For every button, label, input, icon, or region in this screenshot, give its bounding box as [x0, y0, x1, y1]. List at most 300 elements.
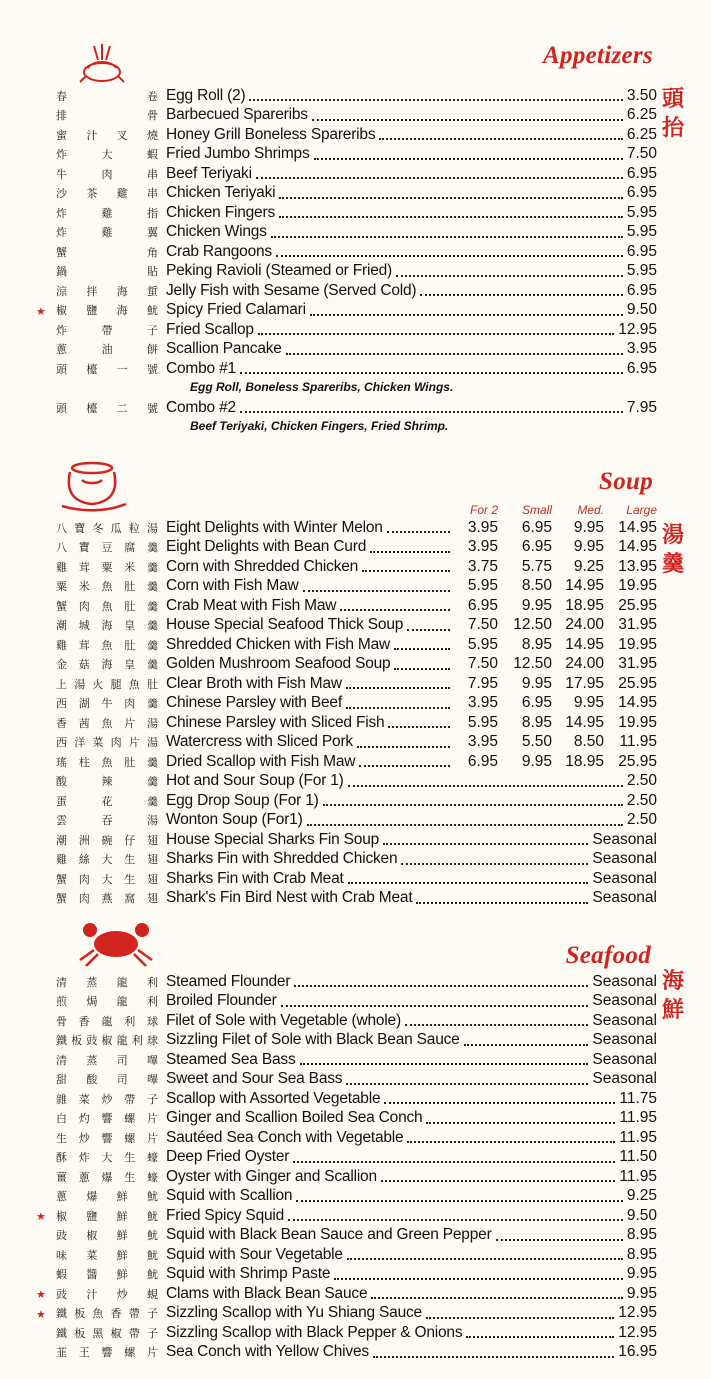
item-price: 5.95: [626, 223, 657, 241]
menu-item[interactable]: [0, 992, 711, 1012]
chinese-char: 炸: [56, 323, 67, 337]
chinese-name: [56, 107, 158, 123]
chinese-name: [56, 1071, 158, 1087]
chinese-char: 西: [56, 736, 67, 750]
menu-item[interactable]: [0, 340, 711, 360]
item-name: Steamed Flounder: [166, 972, 291, 990]
chinese-char: 蔥: [56, 1190, 67, 1204]
price-large: 25.95: [618, 752, 657, 770]
item-name: Honey Grill Boneless Spareribs: [166, 125, 376, 143]
chinese-char: 羹: [147, 755, 158, 769]
chinese-char: 涼: [56, 284, 67, 298]
chinese-char: 茜: [78, 716, 90, 730]
item-name: Peking Ravioli (Steamed or Fried): [166, 262, 392, 280]
chinese-char: 生: [124, 1151, 136, 1165]
chinese-char: 鮮: [116, 1248, 128, 1262]
menu-item[interactable]: [0, 972, 711, 992]
price-med: 17.95: [565, 674, 604, 692]
chinese-char: 皇: [124, 658, 136, 672]
item-price: 11.95: [619, 1128, 657, 1146]
chinese-name: [56, 1149, 158, 1165]
dot-leader: [383, 841, 588, 845]
chinese-name: [56, 1247, 158, 1263]
chinese-char: 魚: [101, 755, 113, 769]
dot-leader: [348, 880, 589, 884]
combo-note: Beef Teriyaki, Chicken Fingers, Fried Shrimp.: [190, 418, 449, 433]
chinese-char: 魷: [146, 1190, 158, 1204]
chinese-char: 肉: [78, 872, 90, 886]
item-price: Seasonal: [592, 869, 657, 887]
chinese-char: 二: [116, 401, 128, 415]
price-small: 12.50: [513, 616, 552, 634]
chinese-char: 餅: [147, 343, 158, 357]
chinese-name: [56, 361, 158, 377]
chinese-char: 腿: [110, 677, 122, 691]
chinese-char: 西: [56, 697, 67, 711]
menu-item[interactable]: [0, 223, 711, 243]
price-med: 18.95: [565, 596, 604, 614]
dot-leader: [370, 549, 450, 553]
menu-item[interactable]: [0, 242, 711, 262]
price-large: 19.95: [618, 635, 657, 653]
dot-leader: [314, 156, 623, 160]
chinese-char: 利: [146, 975, 158, 989]
menu-item[interactable]: [0, 145, 711, 165]
chinese-char: 魚: [101, 599, 113, 613]
chinese-char: 利: [131, 1034, 143, 1048]
item-price: 6.95: [626, 281, 657, 299]
chinese-char: 蜜: [56, 128, 67, 142]
item-price: 6.25: [626, 106, 657, 124]
item-name: Eight Delights with Bean Curd: [166, 538, 367, 556]
chinese-name: [56, 871, 158, 887]
chinese-char: 檯: [86, 401, 98, 415]
item-name: Shark's Fin Bird Nest with Crab Meat: [166, 889, 413, 907]
menu-item[interactable]: [0, 1050, 711, 1070]
soup-col-header: For 2: [469, 503, 498, 517]
chinese-char: 洋: [74, 736, 86, 750]
menu-item[interactable]: [0, 1304, 711, 1324]
dot-leader: [258, 331, 614, 335]
menu-item[interactable]: [0, 1089, 711, 1109]
menu-item[interactable]: [0, 1011, 711, 1031]
menu-item[interactable]: [0, 577, 711, 597]
menu-item[interactable]: [0, 674, 711, 694]
item-price: Seasonal: [592, 830, 657, 848]
menu-item[interactable]: [0, 850, 711, 870]
chinese-name: [56, 793, 158, 809]
dot-leader: [407, 627, 450, 631]
chinese-char: 片: [147, 1346, 158, 1360]
chinese-char: 龍: [101, 1014, 113, 1028]
spicy-star-icon: ★: [36, 1308, 46, 1321]
menu-item[interactable]: [0, 1128, 711, 1148]
chinese-char: 燕: [101, 892, 113, 906]
price-for2: 5.95: [467, 713, 498, 731]
chinese-char: 帶: [128, 1307, 140, 1321]
chinese-name: [56, 283, 158, 299]
menu-item[interactable]: [0, 1343, 711, 1363]
chinese-char: 螺: [124, 1112, 136, 1126]
chinese-char: 清: [56, 975, 67, 989]
chinese-name: [56, 539, 158, 555]
menu-item[interactable]: [0, 635, 711, 655]
item-price: 6.95: [626, 164, 657, 182]
chinese-char: 春: [56, 89, 67, 103]
menu-item[interactable]: [0, 1187, 711, 1207]
chinese-char: 湯: [147, 814, 158, 828]
item-price: Seasonal: [592, 972, 657, 990]
chinese-char: 焗: [86, 995, 98, 1009]
chinese-char: 湯: [146, 521, 158, 535]
item-price: 11.50: [619, 1148, 657, 1166]
menu-item[interactable]: [0, 1031, 711, 1051]
chinese-char: 頭: [56, 362, 67, 376]
chinese-char: 大: [101, 872, 113, 886]
chinese-char: 爆: [86, 1190, 98, 1204]
chinese-char: 牛: [56, 167, 67, 181]
price-for2: 3.95: [467, 733, 498, 751]
item-price: 6.25: [626, 125, 657, 143]
chinese-char: 肉: [78, 892, 90, 906]
price-small: 8.95: [521, 635, 552, 653]
chinese-char: 蔥: [78, 1170, 90, 1184]
menu-item[interactable]: [0, 830, 711, 850]
chinese-name: [56, 1344, 158, 1360]
chinese-char: 響: [101, 1346, 113, 1360]
dot-leader: [379, 136, 622, 140]
chinese-name: [56, 656, 158, 672]
dot-leader: [288, 1217, 623, 1221]
chinese-char: 灼: [78, 1112, 90, 1126]
chinese-char: 雞: [116, 187, 128, 201]
menu-item[interactable]: [0, 86, 711, 106]
dot-leader: [405, 1022, 588, 1026]
menu-item[interactable]: [0, 164, 711, 184]
price-for2: 3.95: [467, 538, 498, 556]
chinese-char: 皇: [124, 619, 136, 633]
chinese-name: [56, 1169, 158, 1185]
menu-item[interactable]: [0, 262, 711, 282]
price-for2: 7.95: [467, 674, 498, 692]
item-name: Dried Scallop with Fish Maw: [166, 752, 356, 770]
dot-leader: [346, 1081, 588, 1085]
chinese-name: [56, 1013, 158, 1029]
chinese-char: 大: [101, 1151, 113, 1165]
dot-leader: [296, 1198, 623, 1202]
dot-leader: [240, 370, 623, 374]
menu-item[interactable]: [0, 125, 711, 145]
chinese-char: 子: [146, 1307, 158, 1321]
chinese-char: 碗: [101, 833, 113, 847]
price-small: 6.95: [521, 538, 552, 556]
item-name: Combo #2: [166, 398, 236, 416]
menu-item[interactable]: [0, 106, 711, 126]
menu-item[interactable]: [0, 596, 711, 616]
item-name: Clear Broth with Fish Maw: [166, 674, 342, 692]
chinese-char: 肚: [124, 580, 136, 594]
chinese-char: 卷: [147, 89, 158, 103]
chinese-char: 帶: [124, 1092, 136, 1106]
chinese-char: 檯: [86, 362, 98, 376]
chinese-char: 雲: [56, 814, 67, 828]
item-name: Fried Jumbo Shrimps: [166, 145, 310, 163]
price-large: 14.95: [618, 518, 657, 536]
chinese-char: 羹: [147, 697, 158, 711]
chinese-char: 肉: [124, 697, 136, 711]
chinese-name: [56, 617, 158, 633]
chinese-char: 子: [147, 1092, 158, 1106]
price-large: 11.95: [619, 733, 657, 751]
price-small: 5.75: [521, 557, 552, 575]
item-name: Spicy Fried Calamari: [166, 301, 306, 319]
menu-item[interactable]: [0, 1265, 711, 1285]
chinese-char: 椒: [56, 304, 67, 318]
chinese-char: 雞: [101, 206, 113, 220]
chinese-char: 響: [101, 1131, 113, 1145]
item-name: Deep Fried Oyster: [166, 1148, 290, 1166]
chinese-char: 鮮: [116, 1229, 128, 1243]
chinese-char: 鮮: [116, 1268, 128, 1282]
menu-item[interactable]: [0, 772, 711, 792]
menu-item[interactable]: [0, 869, 711, 889]
chinese-char: 白: [56, 1112, 67, 1126]
price-large: 25.95: [618, 674, 657, 692]
dot-leader: [271, 234, 623, 238]
chinese-char: 煎: [56, 995, 67, 1009]
chinese-name: [56, 578, 158, 594]
chinese-char: 鐵: [56, 1326, 67, 1340]
chinese-char: 司: [116, 1073, 128, 1087]
item-price: 12.95: [618, 320, 657, 338]
chinese-name: [56, 598, 158, 614]
menu-item[interactable]: [0, 616, 711, 636]
menu-item[interactable]: [0, 1284, 711, 1304]
chinese-char: 板: [74, 1326, 86, 1340]
item-price: 6.95: [626, 359, 657, 377]
chinese-name: [56, 734, 158, 750]
dot-leader: [416, 900, 588, 904]
menu-item[interactable]: [0, 811, 711, 831]
chinese-name: [56, 1208, 158, 1224]
chinese-char: 八: [56, 521, 67, 535]
menu-item[interactable]: [0, 281, 711, 301]
chinese-char: 蒸: [86, 975, 98, 989]
menu-item[interactable]: [0, 733, 711, 753]
menu-item[interactable]: [0, 655, 711, 675]
item-name: Fried Spicy Squid: [166, 1206, 285, 1224]
price-small: 8.50: [521, 577, 552, 595]
chinese-char: 球: [146, 1034, 158, 1048]
chinese-name: [56, 1130, 158, 1146]
chinese-char: 瑤: [56, 755, 67, 769]
menu-item[interactable]: [0, 1070, 711, 1090]
dot-leader: [426, 1120, 615, 1124]
chinese-char: 寶: [78, 541, 90, 555]
price-small: 9.95: [521, 752, 552, 770]
menu-item[interactable]: [0, 1167, 711, 1187]
chinese-name: [56, 695, 158, 711]
dot-leader: [286, 351, 623, 355]
chinese-char: 炸: [56, 226, 67, 240]
chinese-char: 茶: [86, 187, 98, 201]
item-name: Crab Meat with Fish Maw: [166, 596, 337, 614]
chinese-char: 羹: [147, 560, 158, 574]
dot-leader: [401, 861, 588, 865]
chinese-char: 蜇: [146, 284, 158, 298]
item-price: Seasonal: [592, 1070, 657, 1088]
item-name: Broiled Flounder: [166, 992, 277, 1010]
dot-leader: [384, 1100, 615, 1104]
chinese-char: 肉: [101, 167, 113, 181]
chinese-char: 魷: [146, 1209, 158, 1223]
chinese-name: [56, 1091, 158, 1107]
chinese-char: 酥: [56, 1151, 67, 1165]
dot-leader: [307, 822, 623, 826]
menu-item[interactable]: [0, 320, 711, 340]
chinese-char: 螺: [124, 1346, 136, 1360]
chinese-char: 魚: [101, 716, 113, 730]
item-price: Seasonal: [592, 1031, 657, 1049]
price-small: 9.95: [521, 596, 552, 614]
item-name: House Special Seafood Thick Soup: [166, 616, 404, 634]
chinese-char: 粟: [56, 580, 67, 594]
menu-item[interactable]: [0, 752, 711, 772]
menu-item[interactable]: [0, 557, 711, 577]
chinese-char: 羹: [147, 619, 158, 633]
item-name: Clams with Black Bean Sauce: [166, 1284, 368, 1302]
chinese-char: 肉: [110, 736, 122, 750]
price-med: 9.95: [573, 518, 604, 536]
menu-item[interactable]: [0, 518, 711, 538]
dot-leader: [407, 1139, 615, 1143]
dot-leader: [394, 666, 450, 670]
chinese-char: 香: [78, 1014, 90, 1028]
price-med: 9.25: [573, 557, 604, 575]
chinese-name: [56, 637, 158, 653]
chinese-char: 香: [56, 716, 67, 730]
item-name: Sizzling Filet of Sole with Black Bean Sauce: [166, 1031, 460, 1049]
chinese-name: [56, 890, 158, 906]
item-name: House Special Sharks Fin Soup: [166, 830, 380, 848]
chinese-char: 海: [116, 284, 128, 298]
dot-leader: [388, 724, 450, 728]
item-name: Sizzling Scallop with Yu Shiang Sauce: [166, 1304, 422, 1322]
dot-leader: [420, 292, 622, 296]
chinese-char: 炒: [101, 1092, 113, 1106]
chinese-name: [56, 146, 158, 162]
item-price: 3.50: [626, 86, 657, 104]
chinese-char: 蒸: [86, 1053, 98, 1067]
chinese-char: 茸: [78, 560, 90, 574]
item-price: 11.75: [619, 1089, 657, 1107]
chinese-char: 鐵: [56, 1307, 67, 1321]
menu-item[interactable]: [0, 1109, 711, 1129]
chinese-char: 炸: [78, 1151, 90, 1165]
chinese-char: 魷: [146, 1248, 158, 1262]
chinese-char: 海: [101, 619, 113, 633]
item-price: 9.50: [626, 1206, 657, 1224]
menu-item[interactable]: [0, 1245, 711, 1265]
chinese-char: 炒: [78, 1131, 90, 1145]
menu-item[interactable]: [0, 184, 711, 204]
price-small: 9.95: [521, 674, 552, 692]
chinese-char: 魷: [146, 1229, 158, 1243]
chinese-char: 生: [124, 872, 136, 886]
menu-item[interactable]: [0, 694, 711, 714]
price-large: 25.95: [618, 596, 657, 614]
chinese-char: 大: [101, 853, 113, 867]
chinese-name: [56, 1110, 158, 1126]
menu-item[interactable]: [0, 1323, 711, 1343]
chinese-name: [56, 1188, 158, 1204]
chinese-char: 鹽: [86, 304, 98, 318]
menu-item[interactable]: [0, 713, 711, 733]
menu-item[interactable]: [0, 398, 711, 418]
menu-item[interactable]: [0, 1226, 711, 1246]
menu-item[interactable]: [0, 1206, 711, 1226]
item-price: Seasonal: [592, 889, 657, 907]
chinese-char: 蛋: [56, 794, 67, 808]
chinese-char: 串: [146, 187, 158, 201]
item-name: Filet of Sole with Vegetable (whole): [166, 1011, 401, 1029]
chinese-char: 菜: [78, 1092, 90, 1106]
chinese-char: 片: [147, 1131, 158, 1145]
chinese-char: 椒: [101, 1034, 113, 1048]
menu-item[interactable]: [0, 1148, 711, 1168]
chinese-char: 龍: [116, 975, 128, 989]
menu-item[interactable]: [0, 538, 711, 558]
menu-item[interactable]: [0, 791, 711, 811]
price-large: 31.95: [618, 616, 657, 634]
item-name: Watercress with Sliced Pork: [166, 733, 353, 751]
chinese-char: 鮮: [116, 1190, 128, 1204]
item-name: Golden Mushroom Seafood Soup: [166, 655, 391, 673]
chinese-char: 瓜: [110, 521, 122, 535]
item-name: Eight Delights with Winter Melon: [166, 518, 383, 536]
chinese-char: 龍: [116, 995, 128, 1009]
chinese-char: 豉: [86, 1034, 98, 1048]
chinese-char: 羹: [147, 580, 158, 594]
chinese-char: 火: [92, 677, 104, 691]
item-price: 12.95: [618, 1323, 657, 1341]
spicy-star-icon: ★: [36, 1211, 46, 1223]
menu-item[interactable]: [0, 301, 711, 321]
chinese-char: 菜: [92, 736, 104, 750]
chinese-char: 寶: [74, 521, 86, 535]
chinese-char: 菜: [86, 1248, 98, 1262]
dot-leader: [294, 983, 588, 987]
menu-item[interactable]: [0, 203, 711, 223]
chinese-name: [56, 400, 158, 416]
price-large: 14.95: [618, 538, 657, 556]
chinese-char: 片: [124, 716, 136, 730]
price-small: 12.50: [513, 655, 552, 673]
chinese-name: [56, 715, 158, 731]
price-large: 14.95: [618, 694, 657, 712]
item-name: Squid with Scallion: [166, 1187, 293, 1205]
item-name: Shredded Chicken with Fish Maw: [166, 635, 391, 653]
chinese-char: 窩: [124, 892, 136, 906]
menu-item[interactable]: [0, 889, 711, 909]
chinese-char: 嗶: [146, 1053, 158, 1067]
menu-item[interactable]: [0, 359, 711, 379]
item-name: Sizzling Scallop with Black Pepper & Onions: [166, 1323, 463, 1341]
item-price: Seasonal: [592, 1011, 657, 1029]
chinese-char: 吞: [101, 814, 113, 828]
item-name: Hot and Sour Soup (For 1): [166, 772, 344, 790]
chinese-name: [56, 224, 158, 240]
